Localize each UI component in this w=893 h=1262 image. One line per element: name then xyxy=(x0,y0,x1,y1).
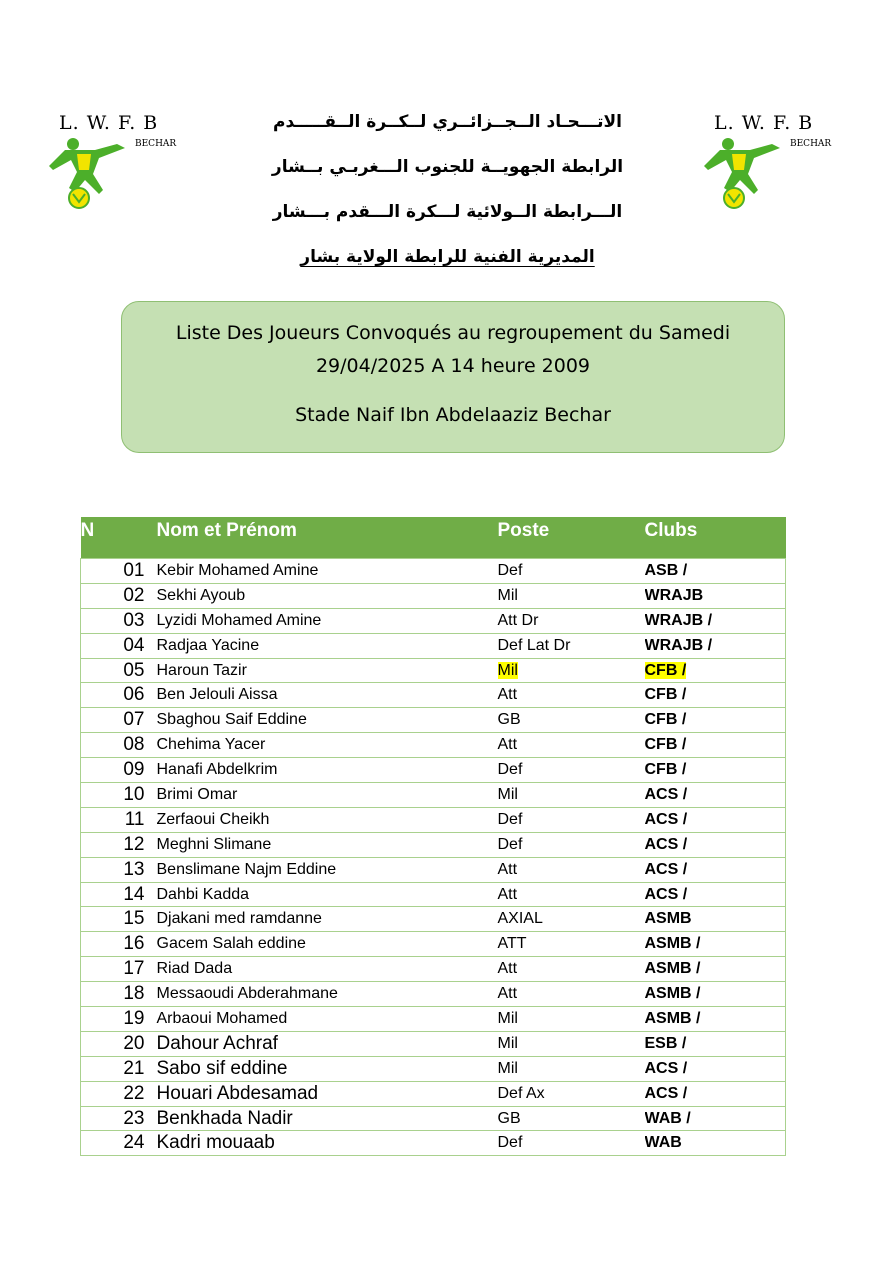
player-position xyxy=(497,807,645,832)
player-position-text: Def xyxy=(497,561,523,579)
header-clubs: Clubs xyxy=(645,517,786,559)
player-club xyxy=(645,982,786,1007)
player-name: Kadri mouaab xyxy=(151,1131,497,1156)
table-header-row xyxy=(81,517,786,559)
player-number: 05 xyxy=(81,658,151,683)
table-row xyxy=(81,932,786,957)
player-club-text: WRAJB / xyxy=(644,611,713,629)
player-name: Brimi Omar xyxy=(151,783,497,808)
player-club xyxy=(645,807,786,832)
player-number: 02 xyxy=(81,583,151,608)
player-name: Radjaa Yacine xyxy=(151,633,497,658)
player-club-text: ASMB / xyxy=(644,960,701,978)
logo-city: BECHAR xyxy=(790,139,832,149)
player-position-text: GB xyxy=(497,1109,521,1127)
player-club xyxy=(645,683,786,708)
player-club xyxy=(645,1031,786,1056)
logo-text: L. W. F. B xyxy=(59,112,159,134)
player-club-text: ACS / xyxy=(644,835,688,853)
table-row xyxy=(81,733,786,758)
player-number: 21 xyxy=(81,1056,151,1081)
table-row xyxy=(81,559,786,584)
player-club-text: WRAJB xyxy=(644,586,704,604)
player-position xyxy=(497,1106,645,1131)
player-position-text: Def xyxy=(497,1134,523,1152)
player-position xyxy=(497,708,645,733)
player-position-text: Mil xyxy=(497,1034,518,1052)
header-n: N xyxy=(81,517,151,559)
table-row xyxy=(81,832,786,857)
player-club-text: ACS / xyxy=(644,785,688,803)
player-position xyxy=(497,907,645,932)
player-position-text: Att xyxy=(497,686,518,704)
player-name: Kebir Mohamed Amine xyxy=(151,559,497,584)
player-position xyxy=(497,932,645,957)
player-club xyxy=(645,708,786,733)
table-row xyxy=(81,683,786,708)
player-club-text: WAB xyxy=(644,1134,682,1152)
player-club-text: CFB / xyxy=(644,761,687,779)
player-position xyxy=(497,982,645,1007)
arabic-header xyxy=(240,104,655,284)
player-name: Hanafi Abdelkrim xyxy=(151,758,497,783)
player-position xyxy=(497,1031,645,1056)
player-club-text: ACS / xyxy=(644,885,688,903)
player-club xyxy=(645,1007,786,1032)
table-row xyxy=(81,758,786,783)
player-position xyxy=(497,882,645,907)
player-position-text: AXIAL xyxy=(497,910,543,928)
football-player-icon xyxy=(45,130,133,212)
table-row xyxy=(81,783,786,808)
player-number: 14 xyxy=(81,882,151,907)
player-name: Arbaoui Mohamed xyxy=(151,1007,497,1032)
player-club-text: ESB / xyxy=(644,1034,687,1052)
player-position xyxy=(497,559,645,584)
player-position xyxy=(497,1007,645,1032)
player-position-text: Mil xyxy=(497,661,518,679)
player-position xyxy=(497,783,645,808)
player-club xyxy=(645,758,786,783)
table-row xyxy=(81,957,786,982)
player-position-text: ATT xyxy=(497,935,527,953)
player-number: 12 xyxy=(81,832,151,857)
player-number: 08 xyxy=(81,733,151,758)
player-club xyxy=(645,932,786,957)
player-club xyxy=(645,1106,786,1131)
player-position-text: Def xyxy=(497,761,523,779)
player-club-text: CFB / xyxy=(644,661,687,679)
table-row xyxy=(81,982,786,1007)
player-name: Zerfaoui Cheikh xyxy=(151,807,497,832)
header-line-federation: الاتـــحـاد الــجــزائــري لــكــرة الــقـــــدم xyxy=(272,112,622,132)
player-name: Haroun Tazir xyxy=(151,658,497,683)
player-name: Benkhada Nadir xyxy=(151,1106,497,1131)
player-position-text: Def Ax xyxy=(497,1084,545,1102)
header-line-technical-direction: المديرية الفنية للرابطة الولاية بشار xyxy=(300,247,595,267)
player-number: 01 xyxy=(81,559,151,584)
header-line-regional-league: الرابطة الجهويــة للجنوب الـــغربـي بــشار xyxy=(271,157,624,177)
player-club xyxy=(645,882,786,907)
player-position-text: Att xyxy=(497,860,518,878)
player-position xyxy=(497,683,645,708)
table-row xyxy=(81,633,786,658)
player-position-text: Att xyxy=(497,736,518,754)
player-club xyxy=(645,1131,786,1156)
player-name: Sabo sif eddine xyxy=(151,1056,497,1081)
player-position xyxy=(497,608,645,633)
player-number: 23 xyxy=(81,1106,151,1131)
table-row xyxy=(81,1056,786,1081)
player-club xyxy=(645,608,786,633)
player-number: 22 xyxy=(81,1081,151,1106)
player-position xyxy=(497,733,645,758)
player-position xyxy=(497,758,645,783)
player-position xyxy=(497,1131,645,1156)
player-name: Gacem Salah eddine xyxy=(151,932,497,957)
player-club xyxy=(645,583,786,608)
player-name: Djakani med ramdanne xyxy=(151,907,497,932)
logo-text: L. W. F. B xyxy=(714,112,814,134)
table-row xyxy=(81,1031,786,1056)
table-row xyxy=(81,1131,786,1156)
player-name: Sbaghou Saif Eddine xyxy=(151,708,497,733)
players-table xyxy=(80,517,786,1156)
player-number: 06 xyxy=(81,683,151,708)
table-row xyxy=(81,807,786,832)
player-name: Benslimane Najm Eddine xyxy=(151,857,497,882)
player-club-text: WRAJB / xyxy=(644,636,713,654)
player-name: Meghni Slimane xyxy=(151,832,497,857)
player-club-text: ASMB / xyxy=(644,935,701,953)
player-name: Houari Abdesamad xyxy=(151,1081,497,1106)
player-club-text: CFB / xyxy=(644,686,687,704)
table-row xyxy=(81,658,786,683)
player-position xyxy=(497,658,645,683)
player-position xyxy=(497,633,645,658)
player-name: Riad Dada xyxy=(151,957,497,982)
player-name: Dahour Achraf xyxy=(151,1031,497,1056)
player-number: 04 xyxy=(81,633,151,658)
player-club xyxy=(645,957,786,982)
player-club-text: CFB / xyxy=(644,711,687,729)
table-row xyxy=(81,1007,786,1032)
player-club-text: ACS / xyxy=(644,810,688,828)
player-number: 17 xyxy=(81,957,151,982)
player-position-text: Def xyxy=(497,810,523,828)
player-position-text: Mil xyxy=(497,1009,518,1027)
player-position-text: Mil xyxy=(497,1059,518,1077)
logo-city: BECHAR xyxy=(135,139,177,149)
table-row xyxy=(81,583,786,608)
player-number: 19 xyxy=(81,1007,151,1032)
convocation-info-box xyxy=(121,301,785,453)
player-name: Chehima Yacer xyxy=(151,733,497,758)
player-position xyxy=(497,832,645,857)
player-position-text: Def Lat Dr xyxy=(497,636,571,654)
player-number: 15 xyxy=(81,907,151,932)
player-club-text: WAB / xyxy=(644,1109,691,1127)
player-position-text: Att xyxy=(497,985,518,1003)
player-club xyxy=(645,832,786,857)
table-row xyxy=(81,708,786,733)
player-number: 07 xyxy=(81,708,151,733)
player-number: 09 xyxy=(81,758,151,783)
player-name: Messaoudi Abderahmane xyxy=(151,982,497,1007)
player-club-text: ACS / xyxy=(644,1059,688,1077)
football-player-icon xyxy=(700,130,788,212)
header-poste: Poste xyxy=(497,517,645,559)
info-venue: Stade Naif Ibn Abdelaaziz Bechar xyxy=(295,404,611,426)
player-rows xyxy=(81,559,786,1156)
header-name: Nom et Prénom xyxy=(151,517,497,559)
player-number: 11 xyxy=(81,807,151,832)
player-number: 24 xyxy=(81,1131,151,1156)
table-row xyxy=(81,907,786,932)
table-row xyxy=(81,608,786,633)
player-club-text: ASB / xyxy=(644,561,688,579)
table-row xyxy=(81,882,786,907)
player-club-text: ASMB xyxy=(644,910,692,928)
player-position xyxy=(497,1056,645,1081)
player-number: 20 xyxy=(81,1031,151,1056)
player-club xyxy=(645,783,786,808)
player-number: 16 xyxy=(81,932,151,957)
player-club-text: ASMB / xyxy=(644,985,701,1003)
league-logo-left xyxy=(45,112,177,212)
player-position xyxy=(497,1081,645,1106)
player-position xyxy=(497,583,645,608)
player-position-text: Att xyxy=(497,960,518,978)
player-number: 10 xyxy=(81,783,151,808)
player-club xyxy=(645,1081,786,1106)
player-club xyxy=(645,733,786,758)
player-club xyxy=(645,658,786,683)
player-number: 03 xyxy=(81,608,151,633)
table-row xyxy=(81,1106,786,1131)
player-club-text: CFB / xyxy=(644,736,687,754)
player-club xyxy=(645,857,786,882)
player-position-text: Mil xyxy=(497,586,518,604)
info-date: 29/04/2025 A 14 heure 2009 xyxy=(315,355,591,377)
player-club-text: ASMB / xyxy=(644,1009,701,1027)
player-club xyxy=(645,559,786,584)
table-row xyxy=(81,857,786,882)
player-club xyxy=(645,1056,786,1081)
player-position-text: Att xyxy=(497,885,518,903)
player-number: 13 xyxy=(81,857,151,882)
player-position-text: GB xyxy=(497,711,521,729)
player-position-text: Def xyxy=(497,835,523,853)
player-club-text: ACS / xyxy=(644,1084,688,1102)
league-logo-right xyxy=(700,112,832,212)
player-name: Ben Jelouli Aissa xyxy=(151,683,497,708)
player-club xyxy=(645,907,786,932)
player-club-text: ACS / xyxy=(644,860,688,878)
player-position xyxy=(497,957,645,982)
player-name: Dahbi Kadda xyxy=(151,882,497,907)
table-row xyxy=(81,1081,786,1106)
info-title: Liste Des Joueurs Convoqués au regroupement du Samedi xyxy=(175,322,731,344)
player-name: Lyzidi Mohamed Amine xyxy=(151,608,497,633)
player-position-text: Att Dr xyxy=(497,611,539,629)
player-club xyxy=(645,633,786,658)
player-name: Sekhi Ayoub xyxy=(151,583,497,608)
player-position-text: Mil xyxy=(497,785,518,803)
header-line-wilaya-league: الـــرابطة الــولائية لـــكرة الـــقدم بـــشار xyxy=(272,202,623,222)
player-position xyxy=(497,857,645,882)
player-number: 18 xyxy=(81,982,151,1007)
